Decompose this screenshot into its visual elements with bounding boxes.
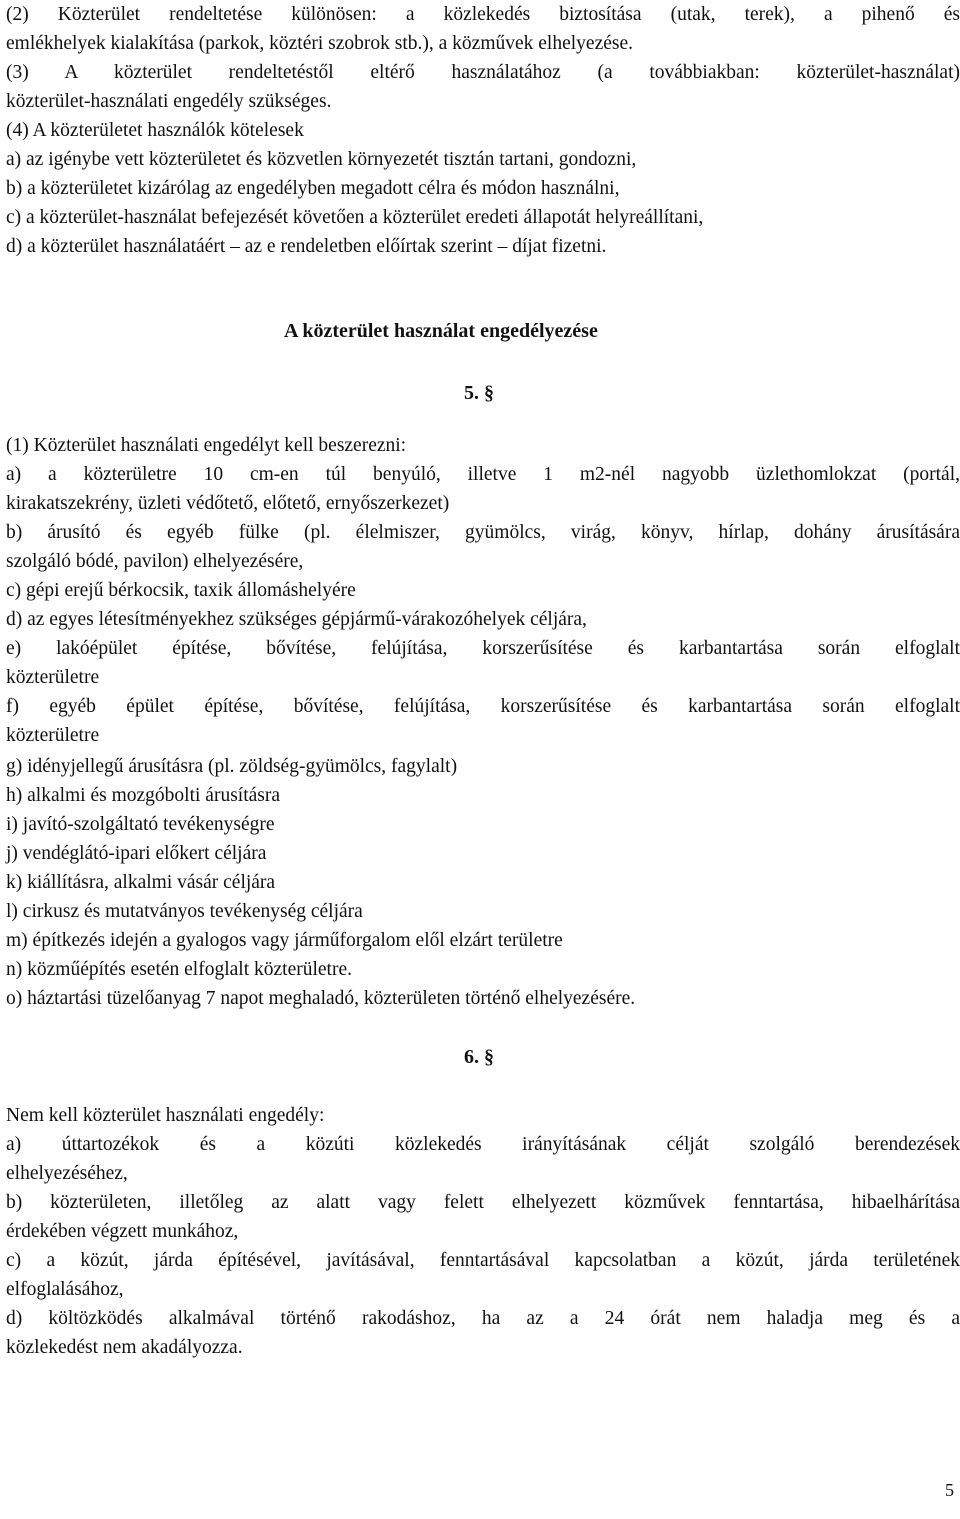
paragraph-2-line-2: emlékhelyek kialakítása (parkok, köztéri szobrok stb.), a közművek elhelyezése.	[6, 33, 634, 54]
section-5-item-j: j) vendéglátó-ipari előkert céljára	[6, 843, 267, 864]
section-5-item-b-line-2: szolgáló bódé, pavilon) elhelyezésére,	[6, 551, 304, 572]
paragraph-3-line-2: közterület-használati engedély szükséges.	[6, 91, 332, 112]
section-5-paragraph-1: (1) Közterület használati engedélyt kell beszerezni:	[6, 435, 407, 456]
paragraph-2-line-1: (2) Közterület rendeltetése különösen: a közlekedés biztosítása (utak, terek), a pihenő és	[6, 4, 960, 25]
section-5-item-k: k) kiállításra, alkalmi vásár céljára	[6, 872, 276, 893]
section-6-item-c-line-1: c) a közút, járda építésével, javításával, fenntartásával kapcsolatban a közút, járda területének	[6, 1250, 960, 1271]
paragraph-4-item-b: b) a közterületet kizárólag az engedélyben megadott célra és módon használni,	[6, 178, 620, 199]
section-6-item-b-line-2: érdekében végzett munkához,	[6, 1221, 239, 1242]
section-5-item-d: d) az egyes létesítményekhez szükséges gépjármű-várakozóhelyek céljára,	[6, 609, 587, 630]
paragraph-4-heading: (4) A közterületet használók kötelesek	[6, 120, 304, 141]
section-5-item-l: l) cirkusz és mutatványos tevékenység céljára	[6, 901, 363, 922]
section-5-item-f-line-2: közterületre	[6, 725, 100, 746]
section-title: A közterület használat engedélyezése	[284, 320, 598, 342]
section-5-item-e-line-2: közterületre	[6, 667, 100, 688]
section-5-item-i: i) javító-szolgáltató tevékenységre	[6, 814, 275, 835]
section-5-item-c: c) gépi erejű bérkocsik, taxik állomáshelyére	[6, 580, 356, 601]
section-6-item-d-line-1: d) költözködés alkalmával történő rakodáshoz, ha az a 24 órát nem haladja meg és a	[6, 1308, 960, 1329]
section-5-item-h: h) alkalmi és mozgóbolti árusításra	[6, 785, 281, 806]
section-6-item-a-line-1: a) úttartozékok és a közúti közlekedés irányításának célját szolgáló berendezések	[6, 1134, 960, 1155]
section-6-item-c-line-2: elfoglalásához,	[6, 1279, 124, 1300]
section-6-item-b-line-1: b) közterületen, illetőleg az alatt vagy felett elhelyezett közművek fenntartása, hibaelhárítása	[6, 1192, 960, 1213]
page-number: 5	[945, 1480, 954, 1500]
section-5-item-a-line-1: a) a közterületre 10 cm-en túl benyúló, illetve 1 m2-nél nagyobb üzlethomlokzat (portál,	[6, 464, 960, 485]
section-5-item-b-line-1: b) árusító és egyéb fülke (pl. élelmiszer, gyümölcs, virág, könyv, hírlap, dohány árusítására	[6, 522, 960, 543]
section-5-item-m: m) építkezés idején a gyalogos vagy járműforgalom elől elzárt területre	[6, 930, 563, 951]
section-5-item-o: o) háztartási tüzelőanyag 7 napot meghaladó, közterületen történő elhelyezésére.	[6, 988, 636, 1009]
paragraph-3-line-1: (3) A közterület rendeltetéstől eltérő használatához (a továbbiakban: közterület-használat)	[6, 62, 960, 83]
section-5-item-g: g) idényjellegű árusításra (pl. zöldség-gyümölcs, fagylalt)	[6, 756, 458, 777]
section-5-item-f-line-1: f) egyéb épület építése, bővítése, felújítása, korszerűsítése és karbantartása során elfoglalt	[6, 696, 960, 717]
section-5-item-a-line-2: kirakatszekrény, üzleti védőtető, előtető, ernyőszerkezet)	[6, 493, 450, 514]
section-6-intro: Nem kell közterület használati engedély:	[6, 1105, 325, 1126]
section-6-item-d-line-2: közlekedést nem akadályozza.	[6, 1337, 243, 1358]
paragraph-4-item-a: a) az igénybe vett közterületet és közvetlen környezetét tisztán tartani, gondozni,	[6, 149, 637, 170]
section-5-item-n: n) közműépítés esetén elfoglalt közterületre.	[6, 959, 352, 980]
paragraph-4-item-c: c) a közterület-használat befejezését követően a közterület eredeti állapotát helyreállítani,	[6, 207, 704, 228]
section-6-number: 6. §	[464, 1046, 494, 1068]
paragraph-4-item-d: d) a közterület használatáért – az e rendeletben előírtak szerint – díjat fizetni.	[6, 236, 607, 257]
section-5-item-e-line-1: e) lakóépület építése, bővítése, felújítása, korszerűsítése és karbantartása során elfoglalt	[6, 638, 960, 659]
section-5-number: 5. §	[464, 382, 494, 404]
section-6-item-a-line-2: elhelyezéséhez,	[6, 1163, 128, 1184]
